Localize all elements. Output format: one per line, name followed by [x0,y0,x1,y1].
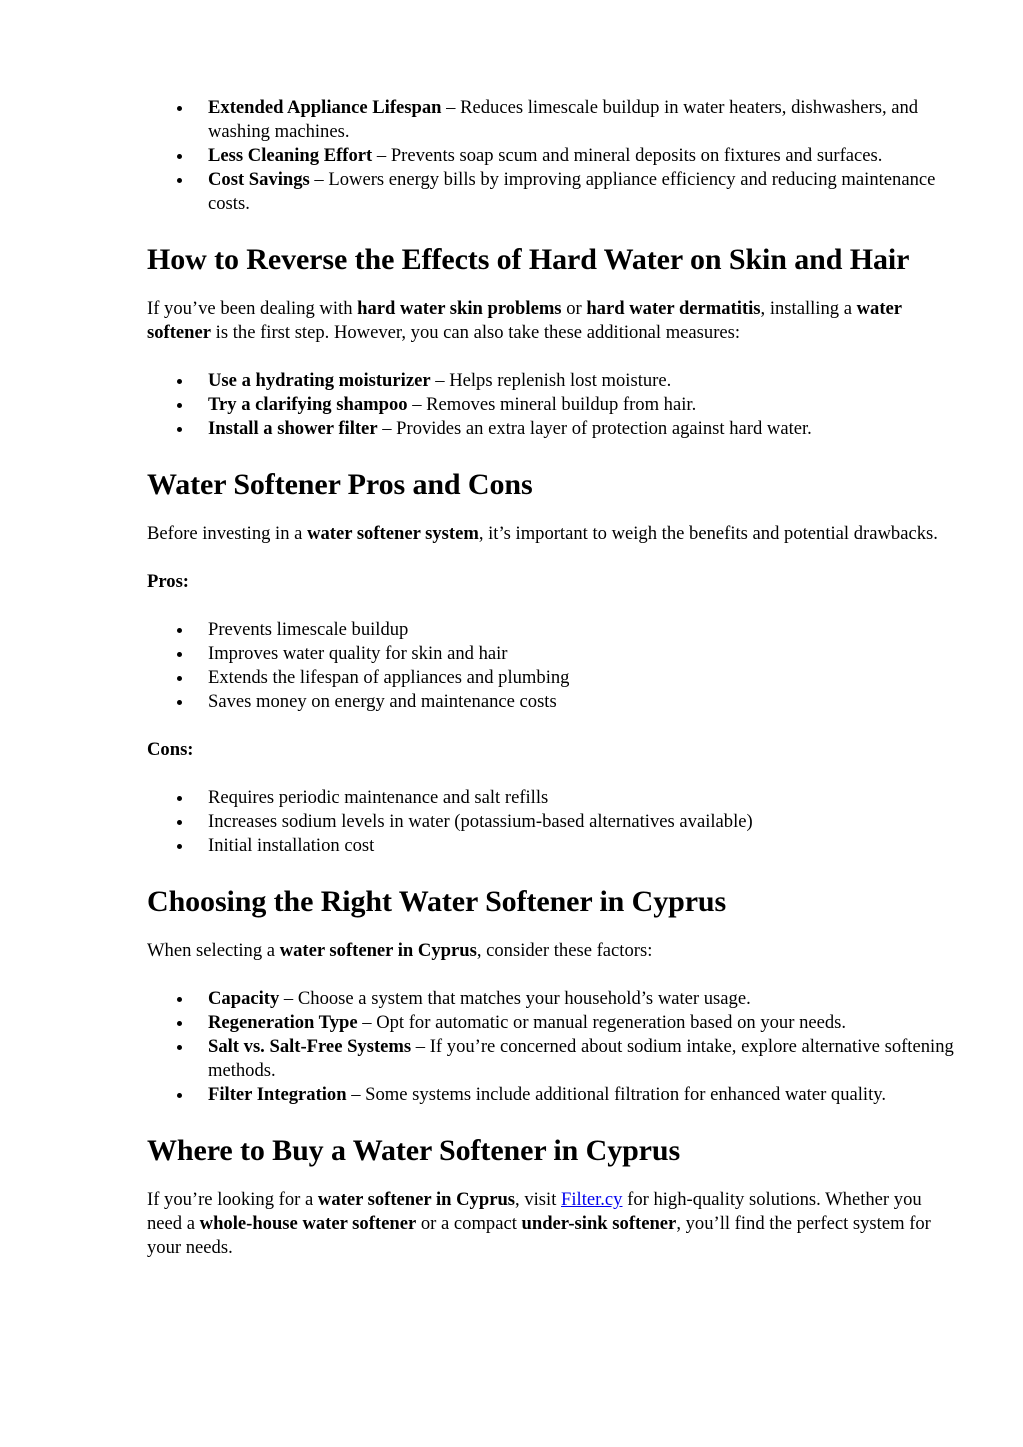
section-heading: Water Softener Pros and Cons [147,468,533,501]
list-item: Initial installation cost [208,834,957,858]
section-heading: How to Reverse the Effects of Hard Water on Skin and Hair [147,243,910,276]
selection-factors-list [147,987,957,1107]
cons-label: Cons: [147,739,194,760]
filter-cy-link[interactable]: Filter.cy [561,1189,623,1210]
list-item: Increases sodium levels in water (potassium-based alternatives available) [208,810,957,834]
pros-list [147,618,957,714]
list-item: Filter Integration – Some systems include additional filtration for enhanced water quality. [208,1083,957,1107]
list-item: Extended Appliance Lifespan – Reduces limescale buildup in water heaters, dishwashers, and washing machines. [208,96,957,144]
section-heading: Choosing the Right Water Softener in Cyprus [147,885,727,918]
pros-label: Pros: [147,571,189,592]
list-item: Cost Savings – Lowers energy bills by improving appliance efficiency and reducing maintenance costs. [208,168,957,216]
list-item: Extends the lifespan of appliances and plumbing [208,666,957,690]
list-item: Saves money on energy and maintenance costs [208,690,957,714]
list-item: Capacity – Choose a system that matches your household’s water usage. [208,987,957,1011]
list-item: Improves water quality for skin and hair [208,642,957,666]
list-item: Prevents limescale buildup [208,618,957,642]
benefits-list [147,96,957,216]
paragraph: If you’re looking for a water softener in Cyprus, visit Filter.cy for high-quality solutions. Whether you need a whole-house water softener or a compact under-sink softener, you’ll find the perfect system for your needs. [147,1189,931,1258]
paragraph: If you’ve been dealing with hard water skin problems or hard water dermatitis, installing a water softener is the first step. However, you can also take these additional measures: [147,298,902,343]
paragraph: Before investing in a water softener system, it’s important to weigh the benefits and potential drawbacks. [147,523,938,544]
cons-list [147,786,957,858]
list-item: Regeneration Type – Opt for automatic or manual regeneration based on your needs. [208,1011,957,1035]
skin-hair-measures-list [147,369,957,441]
list-item: Less Cleaning Effort – Prevents soap scum and mineral deposits on fixtures and surfaces. [208,144,957,168]
section-heading: Where to Buy a Water Softener in Cyprus [147,1134,681,1167]
list-item: Use a hydrating moisturizer – Helps replenish lost moisture. [208,369,957,393]
list-item: Try a clarifying shampoo – Removes mineral buildup from hair. [208,393,957,417]
list-item: Install a shower filter – Provides an extra layer of protection against hard water. [208,417,957,441]
paragraph: When selecting a water softener in Cyprus, consider these factors: [147,940,653,961]
document-page [147,96,957,1260]
list-item: Requires periodic maintenance and salt refills [208,786,957,810]
list-item: Salt vs. Salt-Free Systems – If you’re concerned about sodium intake, explore alternative softening methods. [208,1035,957,1083]
